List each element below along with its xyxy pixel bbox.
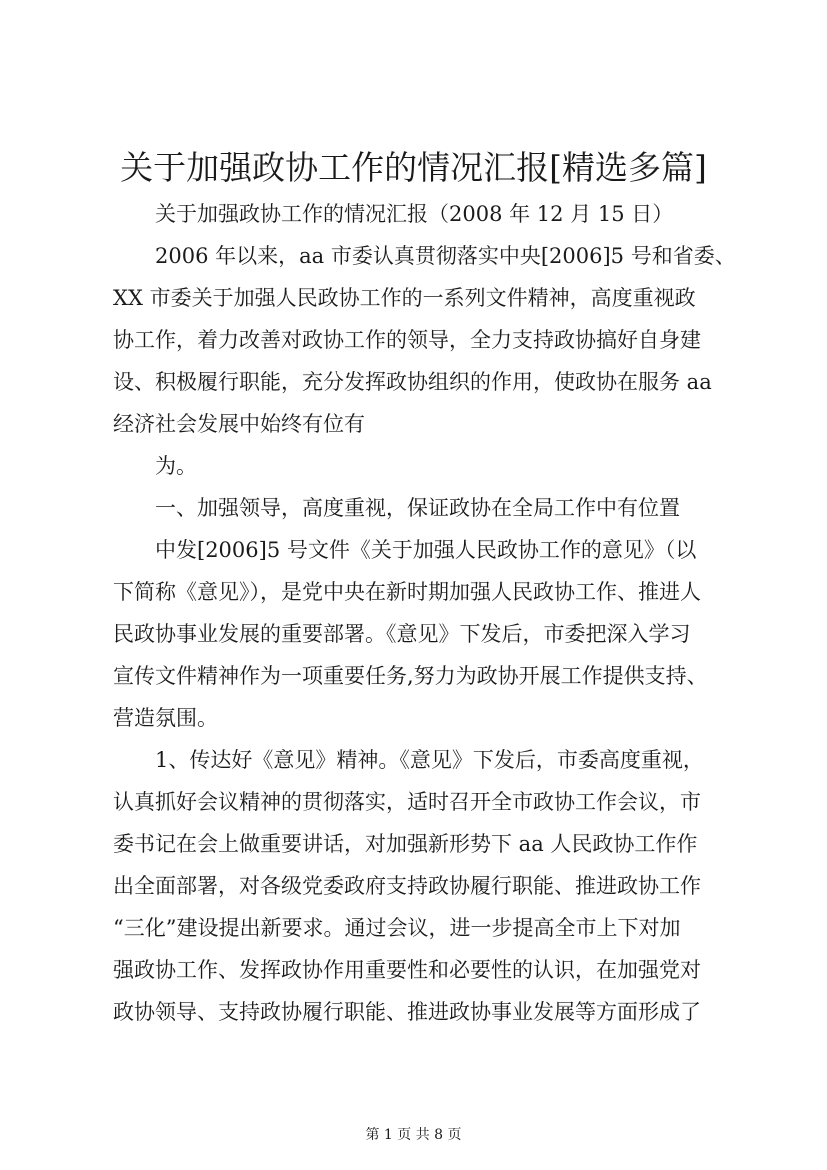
body-line: 经济社会发展中始终有位有 bbox=[113, 412, 365, 436]
page-footer: 第 1 页 共 8 页 bbox=[365, 1127, 462, 1143]
body-line: 宣传文件精神作为一项重要任务,努力为政协开展工作提供支持、 bbox=[113, 664, 708, 688]
body-line: 民政协事业发展的重要部署。《意见》下发后，市委把深入学习 bbox=[113, 622, 691, 646]
body-line: 下简称《意见》），是党中央在新时期加强人民政协工作、推进人 bbox=[113, 580, 701, 604]
body-line: 设、积极履行职能，充分发挥政协组织的作用，使政协在服务 aa bbox=[113, 370, 712, 394]
body-line: 营造氛围。 bbox=[113, 706, 218, 730]
body-line: 1、传达好《意见》精神。《意见》下发后，市委高度重视， bbox=[155, 748, 704, 772]
body-line: XX 市委关于加强人民政协工作的一系列文件精神，高度重视政 bbox=[113, 286, 696, 310]
body-line: 强政协工作、发挥政协作用重要性和必要性的认识，在加强党对 bbox=[113, 958, 701, 982]
body-line: 2006 年以来，aa 市委认真贯彻落实中央[2006]5 号和省委、 bbox=[155, 244, 736, 268]
body-line: 政协领导、支持政协履行职能、推进政协事业发展等方面形成了 bbox=[113, 1000, 701, 1024]
subtitle-line: 关于加强政协工作的情况汇报（2008 年 12 月 15 日） bbox=[155, 202, 674, 226]
document-title: 关于加强政协工作的情况汇报[精选多篇] bbox=[120, 148, 707, 187]
section-heading: 一、加强领导，高度重视，保证政协在全局工作中有位置 bbox=[155, 496, 680, 520]
body-line: 出全面部署，对各级党委政府支持政协履行职能、推进政协工作 bbox=[113, 874, 701, 898]
body-line: 认真抓好会议精神的贯彻落实，适时召开全市政协工作会议，市 bbox=[113, 790, 701, 814]
body-line: 协工作，着力改善对政协工作的领导，全力支持政协搞好自身建 bbox=[113, 328, 701, 352]
body-line: “三化”建设提出新要求。通过会议，进一步提高全市上下对加 bbox=[113, 916, 681, 940]
body-line: 为。 bbox=[155, 454, 197, 478]
body-line: 中发[2006]5 号文件《关于加强人民政协工作的意见》（以 bbox=[155, 538, 697, 562]
body-line: 委书记在会上做重要讲话，对加强新形势下 aa 人民政协工作作 bbox=[113, 832, 698, 856]
